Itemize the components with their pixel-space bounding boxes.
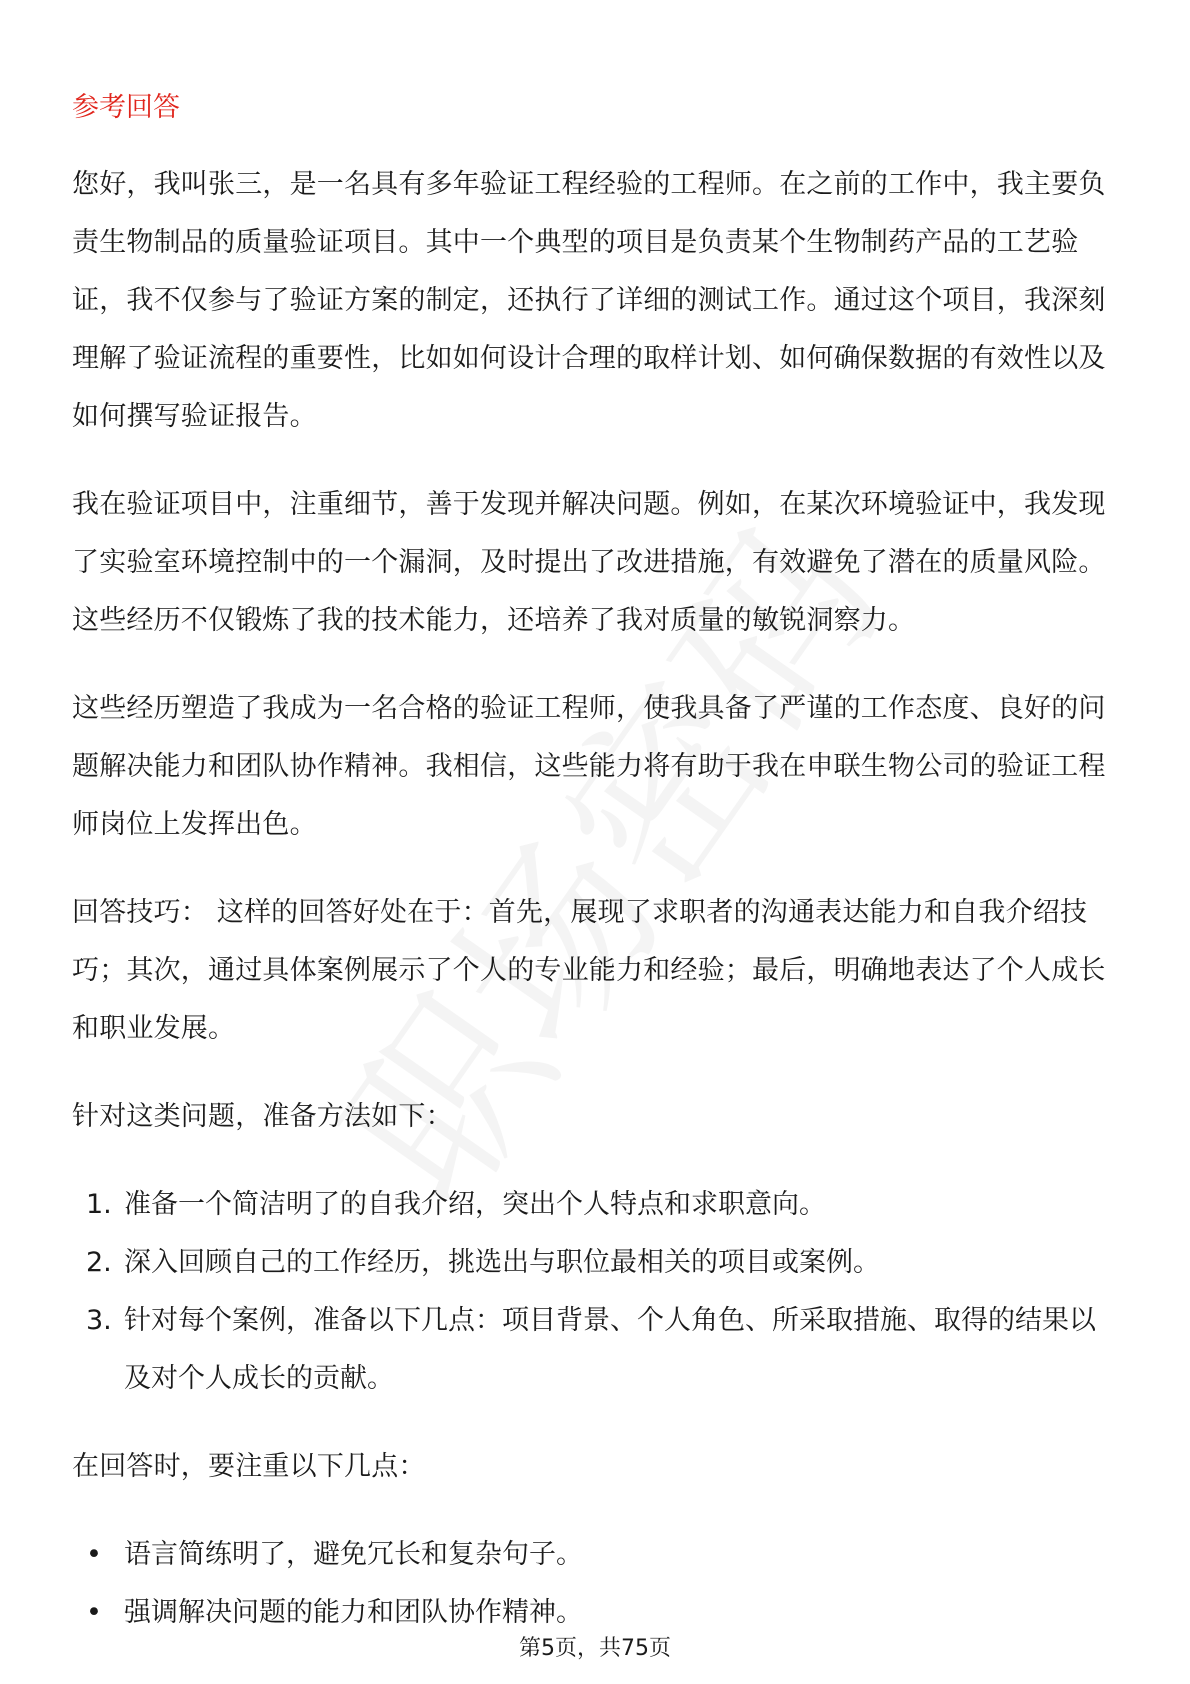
paragraph-intro: 您好，我叫张三，是一名具有多年验证工程经验的工程师。在之前的工作中，我主要负责生物制品的质量验证项目。其中一个典型的项目是负责某个生物制药产品的工艺验证，我不仅参与了验证方案的制定，还执行了详细的测试工作。通过这个项目，我深刻理解了验证流程的重要性，比如如何设计合理的取样计划、如何确保数据的有效性以及如何撰写验证报告。 <box>72 169 1106 432</box>
content-area <box>72 88 1122 1672</box>
section-heading: 参考回答 <box>72 92 180 123</box>
list-marker: 2. <box>86 1247 112 1278</box>
list-item-text: 语言简练明了，避免冗长和复杂句子。 <box>124 1539 583 1570</box>
paragraph-detail: 我在验证项目中，注重细节，善于发现并解决问题。例如，在某次环境验证中，我发现了实验室环境控制中的一个漏洞，及时提出了改进措施，有效避免了潜在的质量风险。这些经历不仅锻炼了我的技术能力，还培养了我对质量的敏锐洞察力。 <box>72 489 1106 636</box>
list-item <box>72 1234 1122 1292</box>
list-item-text: 强调解决问题的能力和团队协作精神。 <box>124 1597 583 1628</box>
paragraph-tips: 回答技巧： 这样的回答好处在于：首先，展现了求职者的沟通表达能力和自我介绍技巧；其次，通过具体案例展示了个人的专业能力和经验；最后，明确地表达了个人成长和职业发展。 <box>72 897 1106 1044</box>
paragraph-prep-intro: 针对这类问题，准备方法如下： <box>72 1101 453 1132</box>
list-item-text: 深入回顾自己的工作经历，挑选出与职位最相关的项目或案例。 <box>124 1247 880 1278</box>
bullet-list <box>72 1526 1122 1642</box>
list-item <box>72 1292 1122 1408</box>
page-footer: 第5页，共75页 <box>519 1636 671 1661</box>
paragraph-summary: 这些经历塑造了我成为一名合格的验证工程师，使我具备了严谨的工作态度、良好的问题解决能力和团队协作精神。我相信，这些能力将有助于我在申联生物公司的验证工程师岗位上发挥出色。 <box>72 693 1106 840</box>
list-item <box>72 1176 1122 1234</box>
list-item <box>72 1526 1122 1584</box>
list-marker: 3. <box>86 1305 112 1336</box>
list-marker: 1. <box>86 1189 112 1220</box>
bullet-icon: • <box>86 1539 102 1570</box>
bullet-icon: • <box>86 1597 102 1628</box>
ordered-list <box>72 1176 1122 1408</box>
paragraph-attention-intro: 在回答时，要注重以下几点： <box>72 1451 426 1482</box>
list-item-text: 准备一个简洁明了的自我介绍，突出个人特点和求职意向。 <box>124 1189 826 1220</box>
list-item-text: 针对每个案例，准备以下几点：项目背景、个人角色、所采取措施、取得的结果以及对个人成长的贡献。 <box>124 1305 1096 1394</box>
